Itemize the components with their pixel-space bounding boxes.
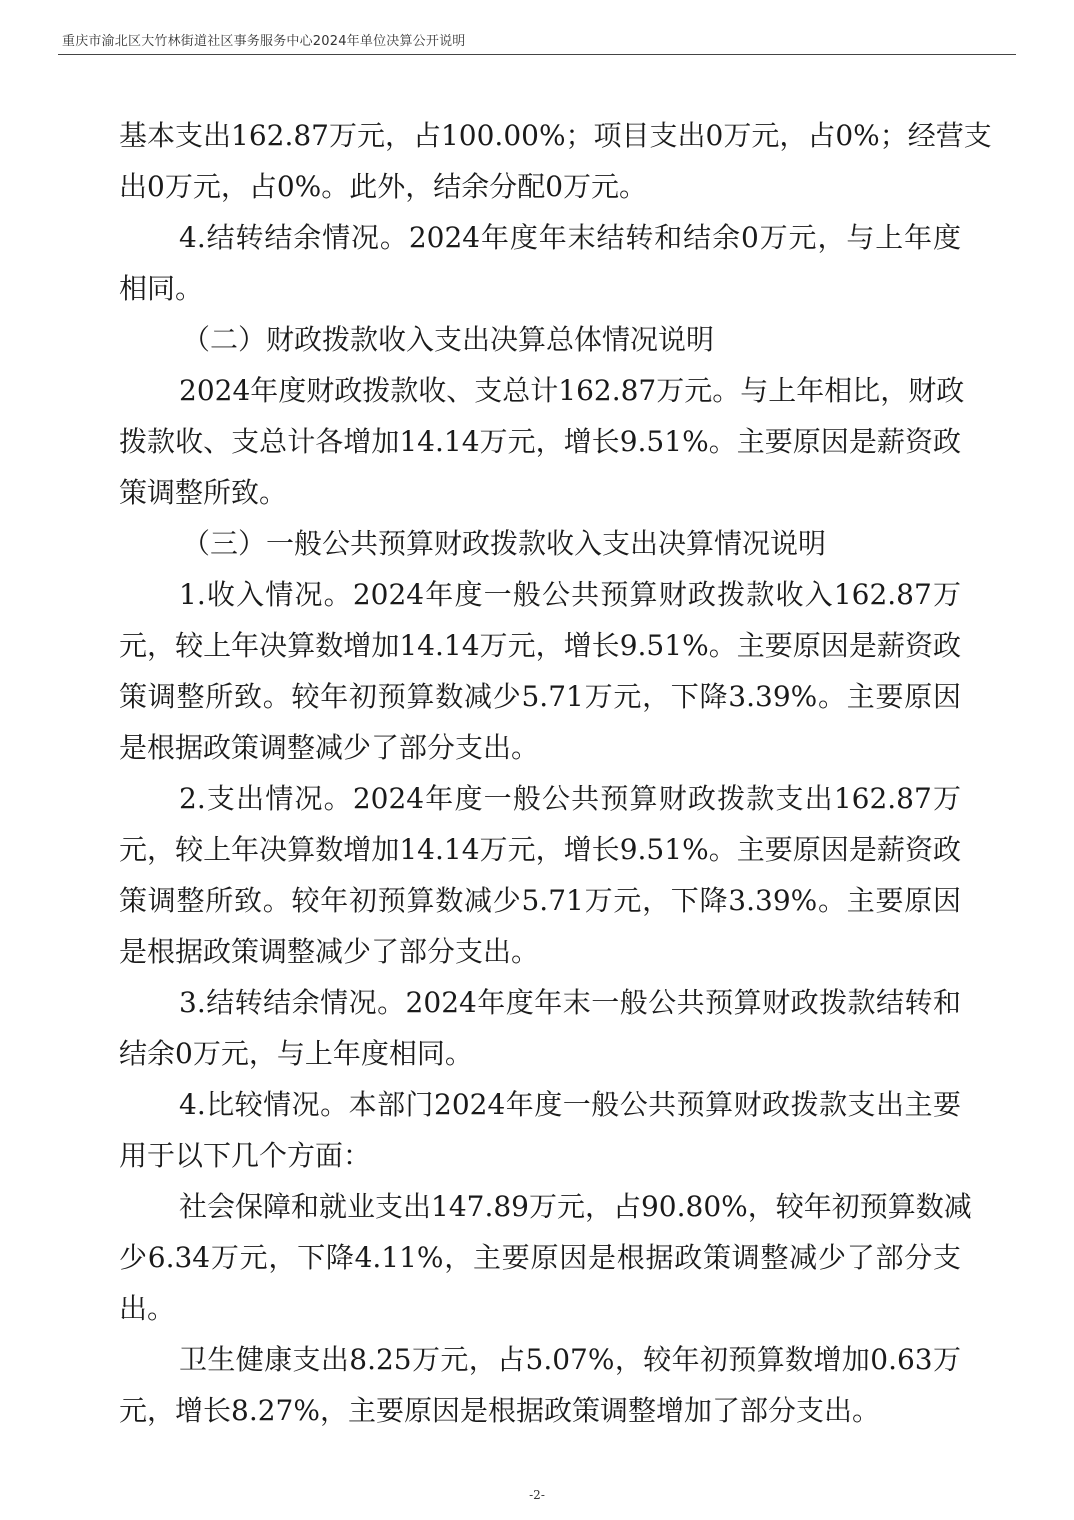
text-line: 2.支出情况。2024年度一般公共预算财政拨款支出162.87万	[179, 782, 961, 815]
text-line: 是根据政策调整减少了部分支出。	[119, 935, 540, 968]
text-line: 出0万元，占0%。此外，结余分配0万元。	[119, 170, 648, 203]
text-line: 1.收入情况。2024年度一般公共预算财政拨款收入162.87万	[179, 578, 961, 611]
text-line: 3.结转结余情况。2024年度年末一般公共预算财政拨款结转和	[179, 986, 961, 1019]
section-heading: （二）财政拨款收入支出决算总体情况说明	[182, 323, 715, 356]
text-line: 4.比较情况。本部门2024年度一般公共预算财政拨款支出主要	[179, 1088, 961, 1121]
text-line: 出。	[119, 1292, 176, 1325]
text-line: 基本支出162.87万元，占100.00%；项目支出0万元，占0%；经营支	[119, 119, 992, 152]
text-line: 策调整所致。较年初预算数减少5.71万元，下降3.39%。主要原因	[119, 884, 961, 917]
text-line: 策调整所致。较年初预算数减少5.71万元，下降3.39%。主要原因	[119, 680, 961, 713]
text-line: 2024年度财政拨款收、支总计162.87万元。与上年相比，财政	[179, 374, 965, 407]
page-number: -2-	[529, 1488, 545, 1502]
text-line: 社会保障和就业支出147.89万元，占90.80%，较年初预算数减	[179, 1190, 972, 1223]
running-header: 重庆市渝北区大竹林街道社区事务服务中心2024年单位决算公开说明	[62, 34, 466, 49]
section-heading: （三）一般公共预算财政拨款收入支出决算情况说明	[182, 527, 827, 560]
text-line: 策调整所致。	[119, 476, 288, 509]
text-line: 相同。	[119, 272, 204, 305]
text-line: 卫生健康支出8.25万元，占5.07%，较年初预算数增加0.63万	[179, 1343, 961, 1376]
document-body	[119, 110, 992, 1436]
text-line: 元，较上年决算数增加14.14万元，增长9.51%。主要原因是薪资政	[119, 629, 961, 662]
header-divider	[58, 54, 1016, 55]
text-line: 4.结转结余情况。2024年度年末结转和结余0万元，与上年度	[179, 221, 961, 254]
text-line: 元，增长8.27%，主要原因是根据政策调整增加了部分支出。	[119, 1394, 880, 1427]
text-line: 少6.34万元，下降4.11%，主要原因是根据政策调整减少了部分支	[119, 1241, 961, 1274]
text-line: 拨款收、支总计各增加14.14万元，增长9.51%。主要原因是薪资政	[119, 425, 961, 458]
text-line: 是根据政策调整减少了部分支出。	[119, 731, 540, 764]
text-line: 结余0万元，与上年度相同。	[119, 1037, 473, 1070]
text-line: 用于以下几个方面：	[119, 1139, 372, 1172]
text-line: 元，较上年决算数增加14.14万元，增长9.51%。主要原因是薪资政	[119, 833, 961, 866]
